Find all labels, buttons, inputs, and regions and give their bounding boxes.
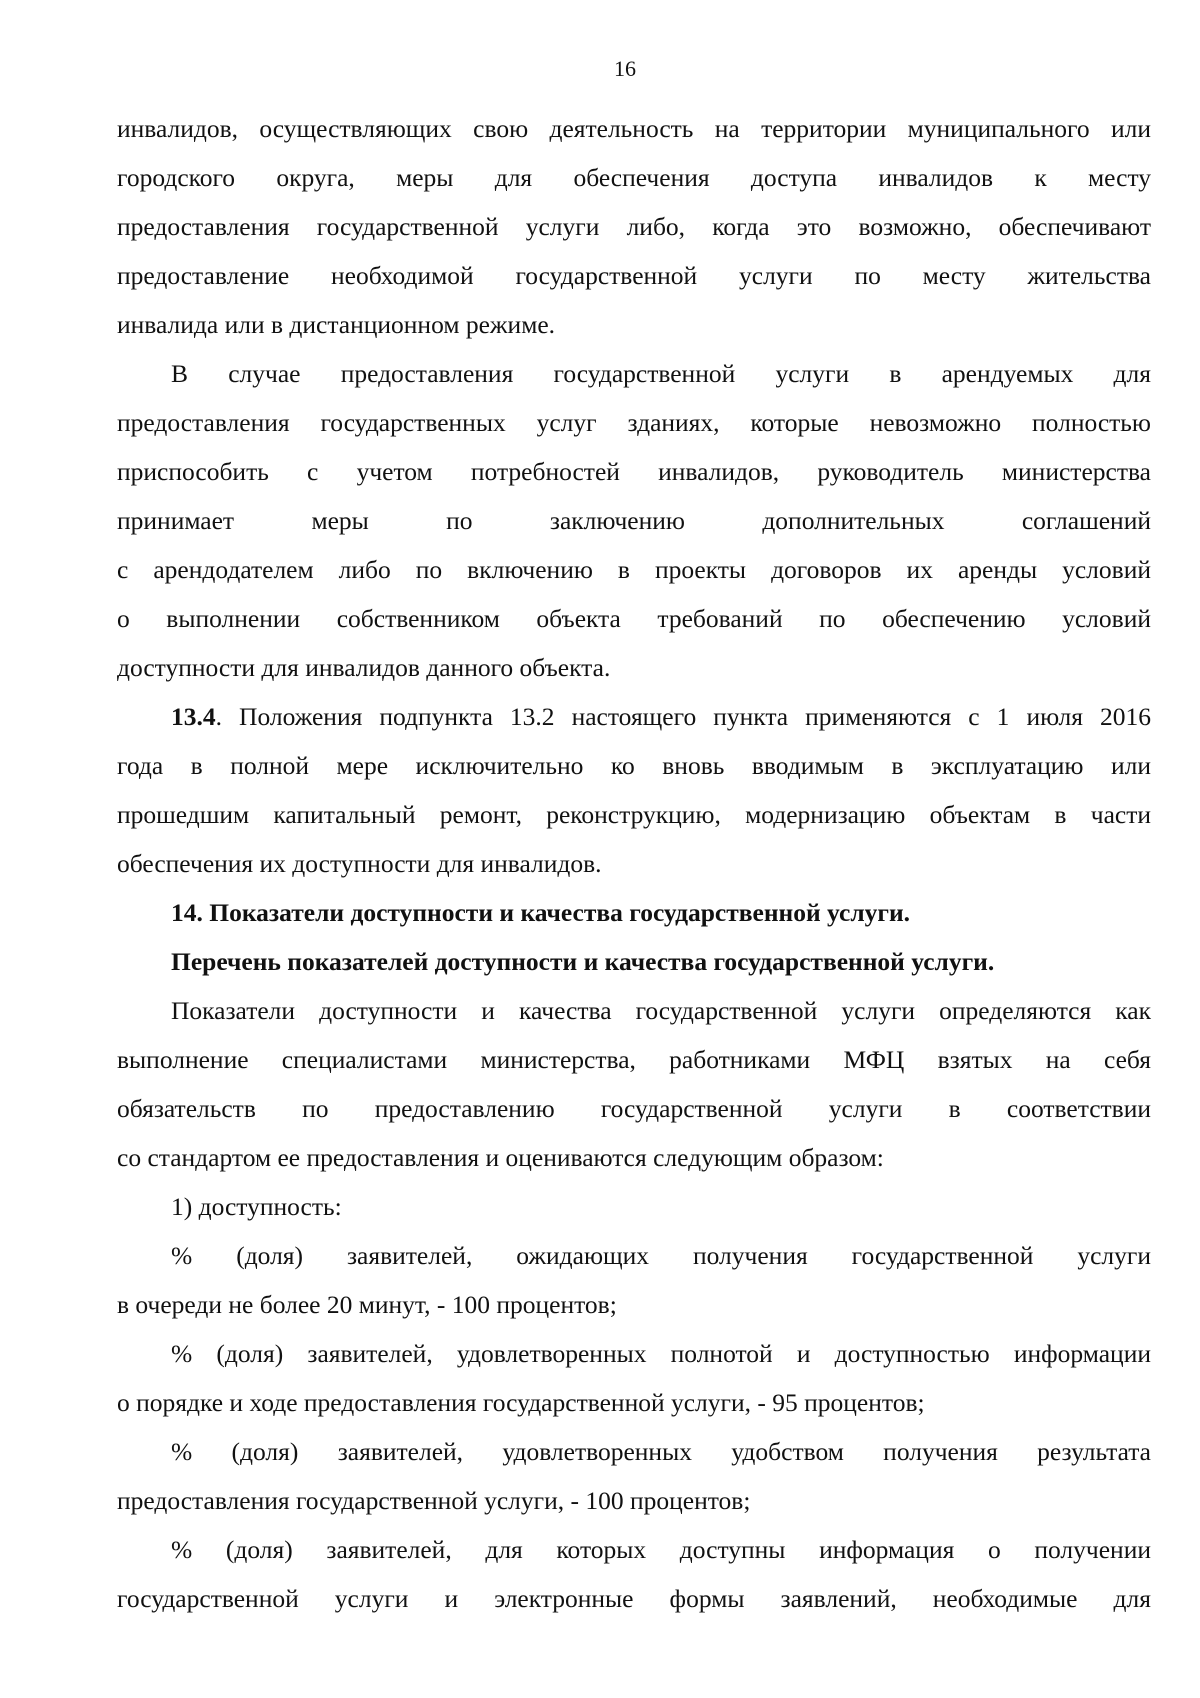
paragraph-indicators bbox=[117, 986, 1151, 1182]
list-item-accessibility bbox=[117, 1182, 1151, 1231]
text-line: 1) доступность: bbox=[171, 1192, 342, 1221]
text-line: года в полной мере исключительно ко вновь вводимым в эксплуатацию или bbox=[117, 751, 1151, 780]
text-line: государственной услуги и электронные формы заявлений, необходимые для bbox=[117, 1584, 1151, 1613]
text-line: с арендодателем либо по включению в проекты договоров их аренды условий bbox=[117, 555, 1151, 584]
text-line: предоставления государственной услуги либо, когда это возможно, обеспечивают bbox=[117, 212, 1151, 241]
text-line: доступности для инвалидов данного объекта. bbox=[117, 653, 611, 682]
clause-text: . Положения подпункта 13.2 настоящего пункта применяются с 1 июля 2016 bbox=[215, 702, 1151, 731]
text-line: приспособить с учетом потребностей инвалидов, руководитель министерства bbox=[117, 457, 1151, 486]
text-line: % (доля) заявителей, удовлетворенных удобством получения результата bbox=[171, 1437, 1151, 1466]
paragraph-electronic-forms bbox=[117, 1525, 1151, 1623]
text-line: инвалида или в дистанционном режиме. bbox=[117, 310, 556, 339]
clause-number: 13.4 bbox=[171, 702, 216, 731]
page-number: 16 bbox=[614, 56, 636, 81]
text-line: предоставления государственных услуг зданиях, которые невозможно полностью bbox=[117, 408, 1151, 437]
text-line: городского округа, меры для обеспечения доступа инвалидов к месту bbox=[117, 163, 1151, 192]
text-line: о порядке и ходе предоставления государственной услуги, - 95 процентов; bbox=[117, 1388, 925, 1417]
paragraph-disabled-access-continued bbox=[117, 104, 1151, 349]
section-heading bbox=[117, 888, 1151, 937]
heading-indicators-list: Перечень показателей доступности и качества государственной услуги. bbox=[171, 947, 995, 976]
text-line: прошедшим капитальный ремонт, реконструкцию, модернизацию объектам в части bbox=[117, 800, 1151, 829]
paragraph-leased-buildings bbox=[117, 349, 1151, 692]
text-line: предоставления государственной услуги, - 100 процентов; bbox=[117, 1486, 751, 1515]
text-line: В случае предоставления государственной услуги в арендуемых для bbox=[171, 359, 1151, 388]
text-line: инвалидов, осуществляющих свою деятельность на территории муниципального или bbox=[117, 114, 1151, 143]
text-line: обязательств по предоставлению государственной услуги в соответствии bbox=[117, 1094, 1151, 1123]
paragraph-result-convenience bbox=[117, 1427, 1151, 1525]
paragraph-queue-wait bbox=[117, 1231, 1151, 1329]
document-body bbox=[117, 104, 1151, 1623]
paragraph-information-satisfaction bbox=[117, 1329, 1151, 1427]
text-line: со стандартом ее предоставления и оцениваются следующим образом: bbox=[117, 1143, 884, 1172]
text-line: предоставление необходимой государственной услуги по месту жительства bbox=[117, 261, 1151, 290]
text-line: % (доля) заявителей, ожидающих получения государственной услуги bbox=[171, 1241, 1151, 1270]
text-line: % (доля) заявителей, для которых доступны информация о получении bbox=[171, 1535, 1151, 1564]
text-line: о выполнении собственником объекта требований по обеспечению условий bbox=[117, 604, 1151, 633]
text-line: Показатели доступности и качества государственной услуги определяются как bbox=[171, 996, 1151, 1025]
text-line bbox=[117, 692, 1151, 741]
text-line: % (доля) заявителей, удовлетворенных полнотой и доступностью информации bbox=[171, 1339, 1151, 1368]
text-line: принимает меры по заключению дополнительных соглашений bbox=[117, 506, 1151, 535]
paragraph-13-4 bbox=[117, 692, 1151, 888]
text-line: выполнение специалистами министерства, работниками МФЦ взятых на себя bbox=[117, 1045, 1151, 1074]
heading-14: 14. Показатели доступности и качества государственной услуги. bbox=[171, 898, 911, 927]
subsection-heading bbox=[117, 937, 1151, 986]
text-line: в очереди не более 20 минут, - 100 процентов; bbox=[117, 1290, 617, 1319]
text-line: обеспечения их доступности для инвалидов. bbox=[117, 849, 602, 878]
